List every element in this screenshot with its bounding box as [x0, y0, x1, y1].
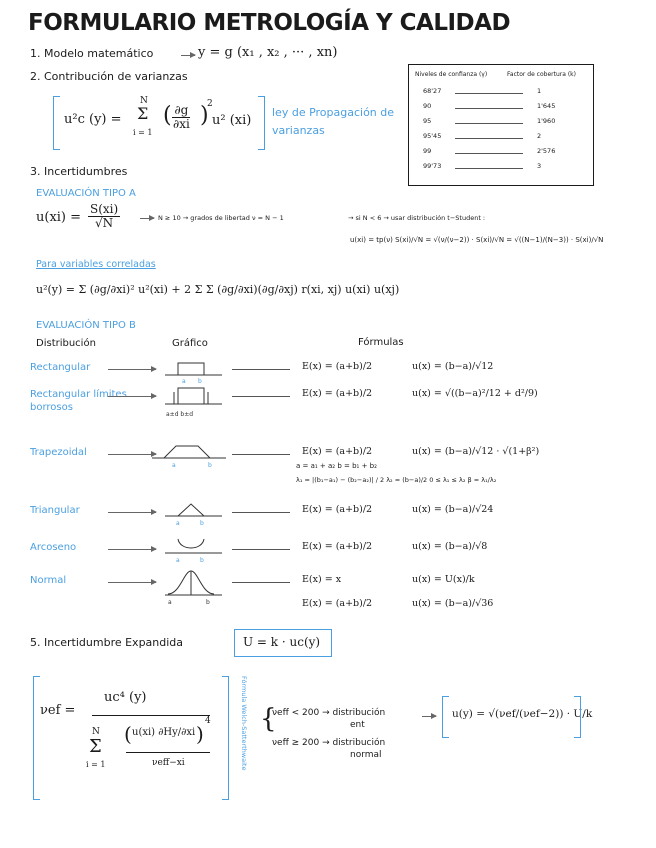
arrow-icon	[108, 582, 156, 583]
distribution-name: Normal	[30, 575, 67, 586]
veff-term: u(xi) ∂Hy/∂xi	[132, 727, 196, 738]
distribution-name: Rectangular	[30, 362, 91, 373]
table-cell-coverage: 1'645	[537, 102, 556, 110]
table-cell-confidence: 95'45	[423, 132, 442, 140]
uxi-fraction: $\frac{S(xi)}{√N}$	[90, 202, 119, 231]
arrow-icon	[181, 55, 195, 56]
left-bracket	[53, 96, 60, 150]
expected-value: E(x) = (a+b)/2	[302, 361, 373, 372]
coverage-table	[408, 64, 594, 186]
distribution-name: Trapezoidal	[30, 447, 87, 458]
section-1-label: 1. Modelo matemático	[30, 47, 154, 60]
table-cell-coverage: 2'576	[537, 147, 556, 155]
sum-icon: Σ	[89, 736, 102, 757]
arrow-icon	[108, 549, 156, 550]
page-title: FORMULARIO METROLOGÍA Y CALIDAD	[28, 10, 511, 36]
expected-value-alt: E(x) = (a+b)/2	[302, 598, 373, 609]
condition-2: νeff ≥ 200 → distribución	[272, 738, 386, 748]
table-row-line	[455, 138, 523, 139]
table-row-line	[455, 93, 523, 94]
svg-text:a: a	[172, 462, 176, 469]
expected-value: E(x) = (a+b)/2	[302, 541, 373, 552]
welch-left-bracket	[33, 676, 40, 800]
student-note: → si N < 6 → usar distribución t−Student :	[348, 214, 486, 222]
arrow-icon	[108, 396, 156, 397]
model-formula: y = g (x₁ , x₂ , ··· , xn)	[198, 45, 338, 60]
header-formulas: Fórmulas	[358, 337, 404, 348]
table-row-line	[455, 108, 523, 109]
uncertainty-value: u(x) = U(x)/k	[412, 574, 475, 585]
distribution-name: Triangular	[30, 505, 80, 516]
arrow-icon	[422, 716, 436, 717]
svg-text:b: b	[206, 599, 210, 606]
svg-text:a: a	[176, 520, 180, 527]
uncertainty-value-alt: u(x) = (b−a)/√36	[412, 598, 494, 609]
veff-sum-bottom: i = 1	[86, 760, 106, 769]
header-graph: Gráfico	[172, 338, 208, 349]
square-exponent: 2	[207, 99, 213, 109]
expanded-formula: U = k · uc(y)	[243, 635, 321, 649]
veff-power: 4	[205, 716, 211, 726]
sum-bottom: i = 1	[133, 128, 153, 137]
fuzzy-rectangular-graph	[160, 382, 230, 422]
paren-close: )	[200, 103, 209, 128]
trapezoidal-graph	[150, 440, 230, 470]
table-row-line	[455, 168, 523, 169]
partial-derivative: $\frac{\partial g}{\partial xi}$	[173, 103, 190, 132]
right-bracket	[258, 96, 265, 150]
uncertainty-value: u(x) = √((b−a)²/12 + d²/9)	[412, 388, 538, 399]
trapezoid-params: a = a₁ + a₂ b = b₁ + b₂	[296, 462, 377, 470]
variance-tail: u² (xi)	[212, 113, 252, 128]
uncertainty-value: u(x) = (b−a)/√12	[412, 361, 494, 372]
uncertainty-value: u(x) = (b−a)/√8	[412, 541, 488, 552]
svg-text:b: b	[200, 520, 204, 527]
sum-icon: Σ	[137, 104, 149, 123]
table-cell-coverage: 1	[537, 87, 542, 95]
correlated-heading: Para variables correladas	[36, 259, 156, 270]
separator-line	[232, 369, 290, 370]
expected-value: E(x) = (a+b)/2	[302, 388, 373, 399]
arcsine-graph	[160, 535, 230, 565]
type-a-heading: EVALUACIÓN TIPO A	[36, 188, 136, 199]
student-formula: u(xi) = tp(ν) S(xi)/√N = √(ν/(ν−2)) · S(xi)/√N = √((N−1)/(N−3)) · S(xi)/√N	[350, 236, 604, 244]
svg-text:b: b	[198, 378, 202, 385]
table-cell-coverage: 3	[537, 162, 542, 170]
expected-value: E(x) = (a+b)/2	[302, 446, 373, 457]
arrow-icon	[108, 369, 156, 370]
table-row-line	[455, 153, 523, 154]
separator-line	[232, 454, 290, 455]
expected-value: E(x) = (a+b)/2	[302, 504, 373, 515]
trapezoid-lambdas: λ₁ = |(b₁−a₁) − (b₂−a₂)| / 2 λ₂ = (b−a)/2 0 ≤ λ₁ ≤ λ₂ β = λ₁/λ₂	[296, 476, 497, 484]
section-5-label: 5. Incertidumbre Expandida	[30, 636, 184, 649]
arrow-icon	[140, 218, 154, 219]
table-cell-confidence: 99'73	[423, 162, 442, 170]
expanded-formula-box	[234, 629, 332, 657]
propagation-note: ley de Propagación de varianzas	[272, 106, 395, 137]
expected-value: E(x) = x	[302, 574, 342, 585]
svg-text:a: a	[182, 378, 186, 385]
variance-lhs: u²c (y) =	[64, 112, 122, 127]
condition-1b: ent	[350, 720, 365, 730]
normal-graph	[160, 567, 230, 607]
svg-text:a: a	[176, 557, 180, 564]
welch-right-bracket	[222, 676, 229, 800]
distribution-name: Arcoseno	[30, 542, 77, 553]
section-2-label: 2. Contribución de varianzas	[30, 70, 188, 83]
table-row-line	[455, 123, 523, 124]
inner-fraction-bar	[126, 752, 210, 753]
arrow-icon	[108, 454, 156, 455]
table-cell-confidence: 99	[423, 147, 432, 155]
fraction-bar	[92, 715, 210, 716]
fuzzy-ticks: a±d b±d	[166, 411, 194, 418]
result-formula: u(y) = √(νef/(νef−2)) · U/k	[452, 708, 593, 720]
welch-side-note: Fórmula Welch-Satterthwaite	[240, 676, 248, 771]
veff-denominator: νeff−xi	[152, 758, 185, 768]
section-3-label: 3. Incertidumbres	[30, 165, 128, 178]
separator-line	[232, 582, 290, 583]
separator-line	[232, 396, 290, 397]
result-right-bracket	[574, 696, 581, 738]
svg-text:b: b	[208, 462, 212, 469]
table-cell-coverage: 1'960	[537, 117, 556, 125]
table-cell-confidence: 68'27	[423, 87, 442, 95]
paren-open: (	[163, 103, 172, 128]
arrow-icon	[108, 512, 156, 513]
separator-line	[232, 549, 290, 550]
table-header-coverage: Factor de cobertura (k)	[507, 71, 576, 78]
table-cell-confidence: 90	[423, 102, 432, 110]
veff-lhs: νef =	[40, 703, 76, 718]
svg-text:b: b	[200, 557, 204, 564]
separator-line	[232, 512, 290, 513]
uxi-lhs: u(xi) =	[36, 210, 82, 225]
veff-numerator: uc⁴ (y)	[104, 690, 147, 705]
distribution-name: Rectangular límites borrosos	[30, 389, 127, 413]
rectangular-graph	[160, 355, 230, 385]
type-b-heading: EVALUACIÓN TIPO B	[36, 320, 136, 331]
sum-top: N	[140, 96, 148, 106]
uncertainty-value: u(x) = (b−a)/√12 · √(1+β²)	[412, 446, 540, 457]
header-distribution: Distribución	[36, 338, 96, 349]
condition-2b: normal	[350, 750, 382, 760]
table-header-confidence: Niveles de confianza (γ)	[415, 71, 488, 78]
condition-1: νeff < 200 → distribución	[272, 708, 386, 718]
correlated-formula: u²(y) = Σ (∂g/∂xi)² u²(xi) + 2 Σ Σ (∂g/∂xi)(∂g/∂xj) r(xi, xj) u(xi) u(xj)	[36, 283, 400, 296]
triangular-graph	[160, 498, 230, 528]
svg-text:a: a	[168, 599, 172, 606]
veff-sum-top: N	[92, 727, 100, 737]
table-cell-confidence: 95	[423, 117, 432, 125]
uncertainty-value: u(x) = (b−a)/√24	[412, 504, 494, 515]
result-left-bracket	[442, 696, 449, 738]
table-cell-coverage: 2	[537, 132, 542, 140]
dof-note: N ≥ 10 → grados de libertad ν = N − 1	[158, 214, 284, 222]
